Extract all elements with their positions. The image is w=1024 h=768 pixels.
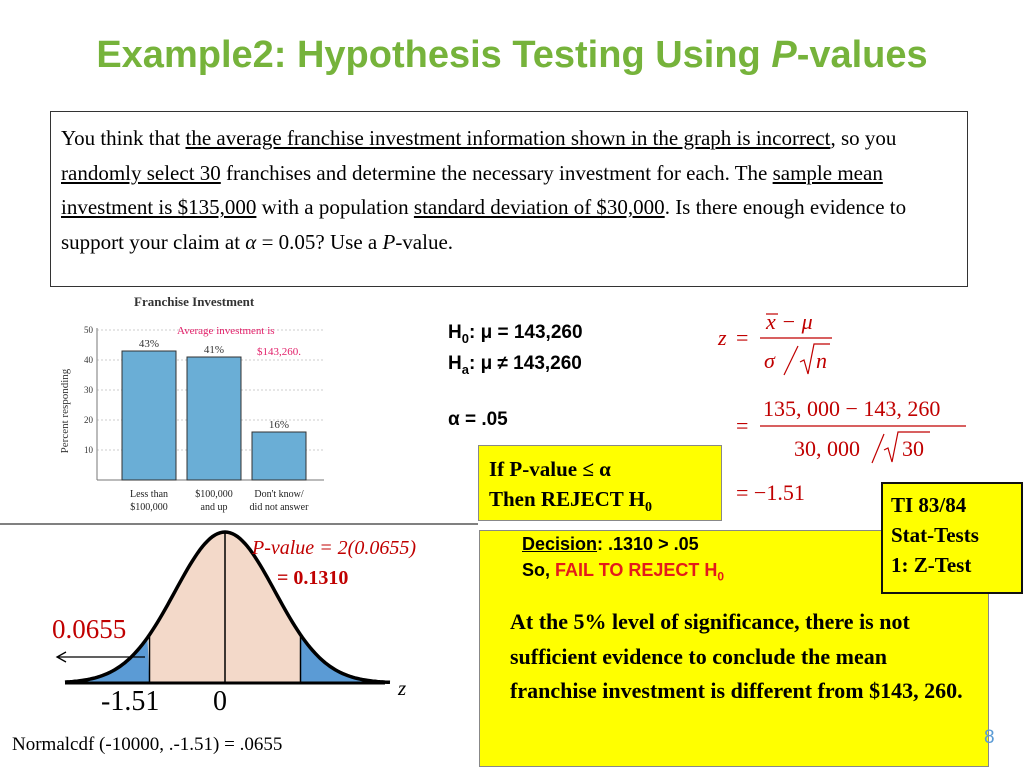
problem-text: . Is there enough evidence to support your claim at: [61, 195, 907, 254]
calc-line1: TI 83/84: [891, 493, 967, 517]
bar-category-label: did not answer: [249, 502, 309, 513]
problem-underline: sample mean investment is $135,000: [61, 160, 883, 219]
pvalue-expr: = 2(0.0655): [314, 537, 417, 559]
sigma: σ: [764, 348, 775, 373]
z-symbol: z: [718, 325, 727, 350]
rule-line2-sub: 0: [645, 500, 652, 516]
denom-2b: 30: [902, 436, 924, 461]
z-result: = −1.51: [736, 480, 805, 505]
bar-ytick-label: 40: [84, 355, 93, 365]
pvalue-italic: P-value: [252, 537, 315, 559]
title-italic-p: P: [771, 34, 797, 76]
decision-label: Decision: [522, 534, 598, 554]
normalcdf-text: Normalcdf (-10000, .-1.51) = .0655: [12, 734, 283, 755]
rule-line1: If P-value ≤ α: [489, 457, 611, 481]
bar-value-label: 41%: [203, 344, 225, 356]
fail-to-reject: FAIL TO REJECT H: [555, 560, 718, 580]
bar-category-label: $100,000: [195, 489, 233, 500]
bar-category-label: Less than: [129, 489, 169, 500]
h0-sub: 0: [461, 330, 469, 346]
bar-chart-title: Franchise Investment: [134, 294, 255, 309]
bar-chart-bars: [122, 338, 306, 480]
bar-value-label: 16%: [268, 419, 290, 431]
calculator-box: [881, 482, 1023, 594]
z-axis-label: z: [398, 676, 407, 700]
problem-italic-p: P: [382, 229, 396, 254]
h0-rest: : μ = 143,260: [468, 322, 583, 343]
problem-underline: standard deviation of $30,000: [413, 195, 665, 219]
alpha-level: α = .05: [448, 408, 508, 430]
equals-1: =: [736, 325, 749, 350]
alt-hypothesis: [448, 351, 583, 382]
rule-line2-text: Then REJECT H: [489, 487, 645, 511]
problem-text: franchises and determine the necessary investment for each. The: [220, 160, 773, 185]
bar-category-label: and up: [200, 502, 228, 513]
calc-line3: 1: Z-Test: [891, 553, 972, 577]
page-number: 8: [984, 727, 995, 748]
bar-chart-ylabel: Percent responding: [59, 368, 71, 454]
decision-so-line: [522, 557, 724, 590]
ha-label: H: [448, 352, 462, 374]
bar-ytick-label: 20: [84, 415, 93, 425]
calc-line2: Stat-Tests: [891, 523, 979, 547]
bar-ytick-label: 30: [84, 385, 93, 395]
bar-value-label: 43%: [138, 338, 160, 350]
rule-line2: [489, 484, 711, 523]
numer-2: 135, 000 − 143, 260: [763, 396, 941, 421]
problem-text: , so you: [830, 126, 897, 150]
bar-chart-yticks: [84, 325, 94, 455]
decision-line: [522, 531, 724, 557]
tick-left: -1.51: [101, 686, 160, 717]
title-main: Example2: Hypothesis Testing Using: [96, 34, 772, 76]
tail-area-label: 0.0655: [52, 614, 127, 644]
bar: [122, 351, 176, 480]
bar-annotation-line1: Average investment is: [177, 325, 275, 337]
n-symbol: n: [816, 348, 827, 373]
bar-ytick-label: 10: [84, 445, 93, 455]
equals-2: =: [736, 413, 749, 438]
bar-category-label: $100,000: [130, 502, 168, 513]
hypotheses: [448, 320, 583, 432]
z-formula: [716, 300, 976, 512]
ha-sub: a: [461, 361, 469, 377]
denom-2a: 30, 000: [794, 436, 860, 461]
problem-underline: the average franchise investment information shown in the graph is incorrect: [185, 126, 831, 150]
bar-ytick-label: 50: [84, 325, 93, 335]
conclusion-text: At the 5% level of significance, there is not sufficient evidence to conclude the mean franchise investment is different from $143, 260.: [510, 609, 963, 703]
problem-text: with a population: [256, 195, 414, 219]
slide-title: [0, 34, 1024, 77]
h0-label: H: [448, 322, 462, 343]
decision-lines: [522, 531, 724, 590]
problem-text: = 0.05? Use a: [256, 229, 383, 254]
franchise-bar-chart: [52, 293, 332, 523]
tick-center: 0: [213, 686, 227, 717]
bar-annotation-line2: $143,260.: [257, 346, 301, 358]
bar-chart-categories: [130, 489, 309, 513]
null-hypothesis: [448, 320, 583, 351]
bar: [187, 357, 241, 480]
fail-sub: 0: [717, 569, 725, 584]
problem-text: -value.: [395, 229, 454, 254]
ha-rest: : μ ≠ 143,260: [468, 352, 582, 374]
problem-text: You think that: [61, 126, 186, 150]
problem-underline: randomly select 30: [61, 160, 221, 185]
pvalue-label: [252, 537, 416, 560]
bar: [252, 432, 306, 480]
problem-statement: [50, 111, 968, 287]
title-end: -values: [796, 34, 928, 76]
bar-category-label: Don't know/: [254, 489, 304, 500]
decision-value: : .1310 > .05: [597, 534, 699, 554]
numer-1: x − μ: [766, 309, 813, 334]
reject-rule-box: [478, 445, 722, 521]
decision-so: So,: [522, 560, 556, 580]
alpha-symbol: α: [245, 229, 257, 254]
pvalue-result: = 0.1310: [277, 567, 349, 589]
